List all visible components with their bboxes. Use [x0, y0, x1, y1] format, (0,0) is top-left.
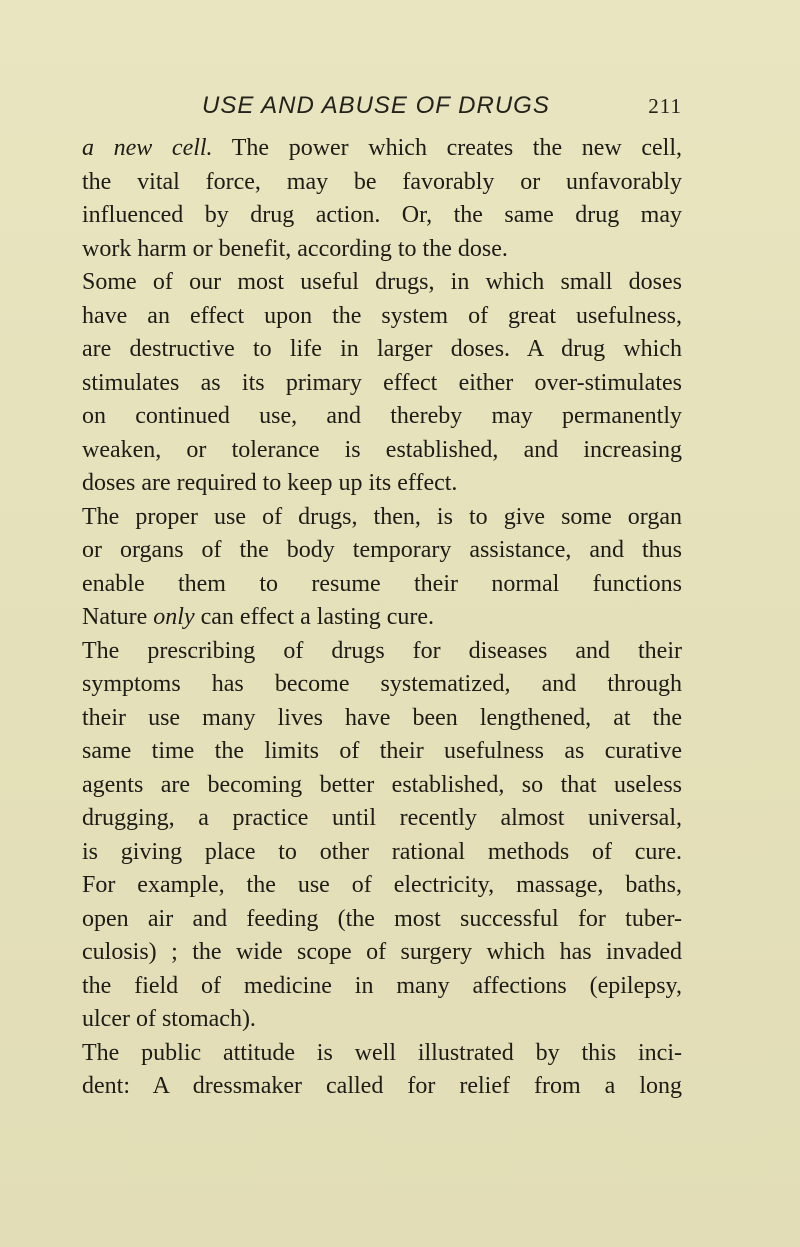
- text-line: the field of medicine in many affections (epilepsy,: [82, 972, 682, 999]
- text-line: same time the limits of their usefulness as curative: [82, 738, 682, 764]
- text-line: doses are required to keep up its effect.: [82, 470, 458, 496]
- text-line: The proper use of drugs, then, is to give some organ: [82, 503, 682, 530]
- text-line: dent: A dressmaker called for relief from a long: [82, 1073, 682, 1099]
- text-line: drugging, a practice until recently almost universal,: [82, 805, 682, 831]
- text-line: weaken, or tolerance is established, and increasing: [82, 436, 682, 463]
- text-line: or organs of the body temporary assistance, and thus: [82, 537, 682, 563]
- text-line: The prescribing of drugs for diseases and their: [82, 637, 682, 664]
- text-line: work harm or benefit, according to the dose.: [82, 235, 508, 262]
- text-line: have an effect upon the system of great usefulness,: [82, 302, 682, 329]
- text-line: For example, the use of electricity, massage, baths,: [82, 872, 682, 898]
- italic-phrase: a new cell.: [82, 135, 213, 161]
- italic-phrase: only: [153, 604, 195, 630]
- text-line: enable them to resume their normal functions: [82, 570, 682, 597]
- text-line: culosis) ; the wide scope of surgery which has invaded: [82, 939, 682, 965]
- text-line: influenced by drug action. Or, the same drug may: [82, 202, 682, 228]
- text-line: symptoms has become systematized, and through: [82, 671, 682, 697]
- text-line: agents are becoming better established, so that useless: [82, 771, 682, 798]
- text-line: open air and feeding (the most successful for tuber-: [82, 905, 682, 932]
- text-line: stimulates as its primary effect either over-stimulates: [82, 369, 682, 396]
- text-line: are destructive to life in larger doses. A drug which: [82, 336, 682, 362]
- text-line: The public attitude is well illustrated by this inci-: [82, 1039, 682, 1066]
- text-line: ulcer of stomach).: [82, 1006, 256, 1032]
- body-text: [82, 132, 682, 1104]
- text-line: the vital force, may be favorably or unfavorably: [82, 168, 682, 195]
- text-line: on continued use, and thereby may permanently: [82, 403, 682, 429]
- text-line: their use many lives have been lengthened, at the: [82, 704, 682, 731]
- page-number: 211: [648, 94, 682, 118]
- text-line: Nature only can effect a lasting cure.: [82, 604, 435, 630]
- text-line: Some of our most useful drugs, in which small doses: [82, 269, 682, 295]
- running-head: [82, 86, 682, 126]
- text-line: is giving place to other rational methods of cure.: [82, 838, 682, 865]
- running-title: USE AND ABUSE OF DRUGS: [202, 92, 550, 119]
- text-line: a new cell. The power which creates the new cell,: [82, 135, 682, 161]
